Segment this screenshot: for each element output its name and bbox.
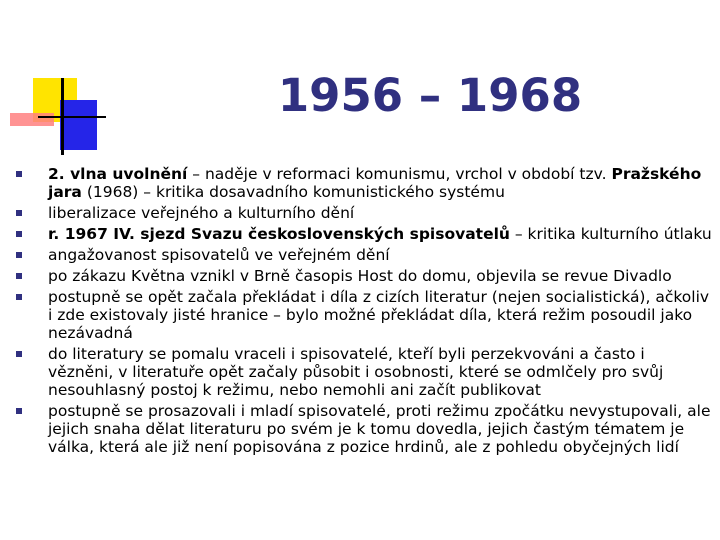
bullet-item xyxy=(14,402,714,456)
bullet-text: (1968) – kritika dosavadního komunistického systému xyxy=(81,183,505,201)
decor-red-bar xyxy=(10,113,54,126)
bullet-text: liberalizace veřejného a kulturního dění xyxy=(48,204,355,222)
bullet-text-bold: 2. vlna uvolnění xyxy=(48,165,188,183)
square-bullet-icon xyxy=(16,351,22,357)
square-bullet-icon xyxy=(16,171,22,177)
square-bullet-icon xyxy=(16,231,22,237)
slide-title: 1956 – 1968 xyxy=(277,69,583,122)
decor-blue-square xyxy=(60,100,97,150)
bullet-item xyxy=(14,165,714,201)
bullet-text: angažovanost spisovatelů ve veřejném dění xyxy=(48,246,390,264)
bullet-text-bold: Pražského jara xyxy=(48,165,702,201)
bullet-text-bold: r. 1967 IV. sjezd Svazu československých spisovatelů xyxy=(48,225,510,243)
bullet-list xyxy=(14,165,714,459)
bullet-item xyxy=(14,345,714,399)
square-bullet-icon xyxy=(16,252,22,258)
bullet-text: po zákazu Května vznikl v Brně časopis Host do domu, objevila se revue Divadlo xyxy=(48,267,672,285)
square-bullet-icon xyxy=(16,294,22,300)
bullet-item xyxy=(14,246,714,264)
bullet-item xyxy=(14,267,714,285)
bullet-text: – kritika kulturního útlaku xyxy=(509,225,712,243)
bullet-text: – naděje v reformaci komunismu, vrchol v období tzv. xyxy=(187,165,612,183)
bullet-item xyxy=(14,288,714,342)
bullet-item xyxy=(14,225,714,243)
bullet-text: postupně se prosazovali i mladí spisovatelé, proti režimu zpočátku nevystupovali, ale jejich snaha dělat literaturu po svém je k tomu dovedla, jejich častým tématem je válka, která ale již není popisována z pozice hrdinů, ale z pohledu obyčejných lidí xyxy=(48,402,711,456)
decor-horizontal-line xyxy=(38,116,106,118)
square-bullet-icon xyxy=(16,408,22,414)
bullet-text: do literatury se pomalu vraceli i spisovatelé, kteří byli perzekvováni a často i vězněni, v literatuře opět začaly působit i osobnosti, které se odmlčely pro svůj nesouhlasný postoj k režimu, nebo nemohli ani začít publikovat xyxy=(48,345,664,399)
bullet-item xyxy=(14,204,714,222)
square-bullet-icon xyxy=(16,273,22,279)
bullet-text: postupně se opět začala překládat i díla z cizích literatur (nejen socialistická), ačkoliv i zde existovaly jisté hranice – bylo možné překládat díla, která režim posoudil jako nezávadná xyxy=(48,288,710,342)
square-bullet-icon xyxy=(16,210,22,216)
